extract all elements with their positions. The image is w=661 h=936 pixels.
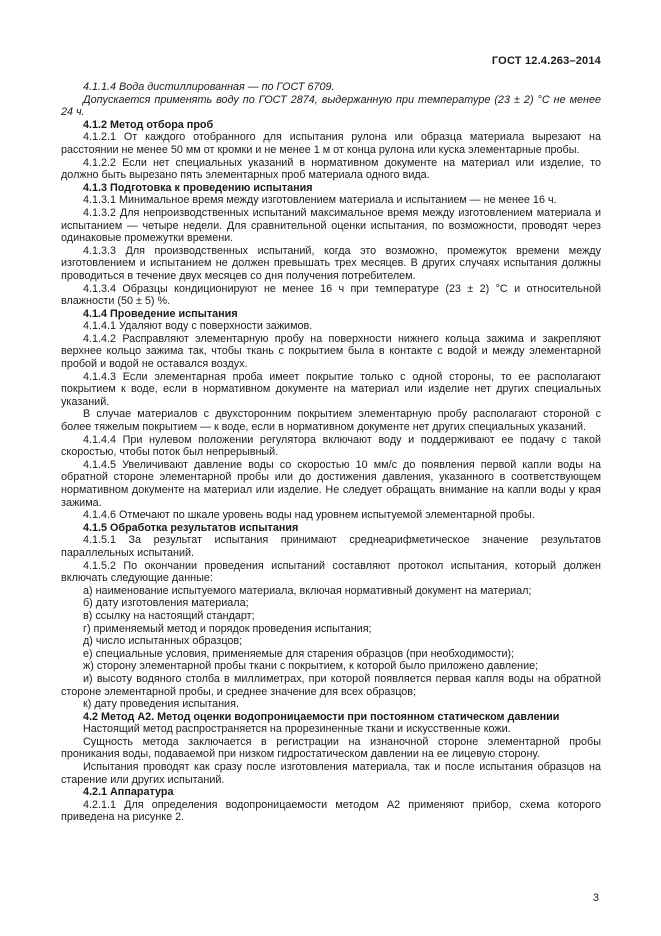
paragraph: а) наименование испытуемого материала, включая нормативный документ на материал; [83, 584, 532, 597]
paragraph: 4.1.4.3 Если элементарная проба имеет покрытие только с одной стороны, то ее располагают покрытием к воде, если в нормативном документе на материал или изделие нет других специальных указаний. [61, 370, 601, 408]
paragraph: 4.1.3 Подготовка к проведению испытания [83, 181, 313, 194]
paragraph: Испытания проводят как сразу после изготовления материала, так и после испытания образцов на старение или других испытаний. [61, 761, 601, 786]
paragraph: В случае материалов с двухсторонним покрытием элементарную пробу располагают стороной с более тяжелым покрытием — к воде, если в нормативном документе нет других специальных указаний. [61, 408, 601, 434]
paragraph: в) ссылку на настоящий стандарт; [83, 609, 255, 622]
document-body [61, 81, 601, 824]
paragraph: Допускается применять воду по ГОСТ 2874, выдержанную при температуре (23 ± 2) °С не менее 24 ч. [61, 93, 601, 119]
paragraph: 4.1.2.1 От каждого отобранного для испытания рулона или образца материала вырезают на расстоянии не менее 50 мм от кромки и не менее 1 м от конца рулона или куска элементарные пробы. [61, 131, 601, 156]
paragraph: 4.1.3.4 Образцы кондиционируют не менее 16 ч при температуре (23 ± 2) °С и относительной влажности (50 ± 5) %. [61, 282, 601, 308]
paragraph: ж) сторону элементарной пробы ткани с покрытием, к которой было приложено давление; [83, 660, 539, 673]
paragraph: 4.1.4.6 Отмечают по шкале уровень воды над уровнем испытуемой элементарной пробы. [83, 509, 535, 522]
doc-code: ГОСТ 12.4.263–2014 [491, 55, 601, 67]
paragraph: Настоящий метод распространяется на прорезиненные ткани и искусственные кожи. [83, 723, 511, 736]
paragraph: 4.1.1.4 Вода дистиллированная — по ГОСТ 6709. [83, 81, 335, 93]
paragraph: 4.1.4 Проведение испытания [83, 307, 238, 320]
paragraph: 4.1.5.2 По окончании проведения испытаний составляют протокол испытания, который должен включать следующие данные: [61, 559, 601, 585]
paragraph: 4.2.1.1 Для определения водопроницаемости методом А2 применяют прибор, схема которого приведена на рисунке 2. [61, 798, 601, 824]
paragraph: г) применяемый метод и порядок проведения испытания; [83, 622, 372, 635]
page-number: 3 [592, 892, 599, 904]
paragraph: 4.1.5.1 За результат испытания принимают среднеарифметическое значение результатов параллельных испытаний. [61, 534, 601, 559]
paragraph: е) специальные условия, применяемые для старения образцов (при необходимости); [83, 647, 515, 660]
paragraph: 4.1.2 Метод отбора проб [83, 118, 214, 131]
paragraph: 4.2.1 Аппаратура [83, 786, 174, 799]
paragraph: 4.1.4.5 Увеличивают давление воды со скоростью 10 мм/с до появления первой капли воды на обратной стороне элементарной пробы или до достижения давления, указанного в соответствующем нормативном документе на материал или изделие. Не следует обращать внимание на капли воды у края зажима. [61, 458, 601, 509]
paragraph: Сущность метода заключается в регистрации на изнаночной стороне элементарной пробы проникания воды, подаваемой при низком гидростатическом давлении на ее лицевую сторону. [61, 735, 601, 761]
paragraph: 4.1.5 Обработка результатов испытания [83, 521, 299, 534]
paragraph: б) дату изготовления материала; [83, 597, 249, 610]
paragraph: и) высоту водяного столба в миллиметрах, при которой появляется первая капля воды на обратной стороне элементарной пробы, и среднее значение для всех образцов; [61, 672, 601, 698]
paragraph: 4.1.2.2 Если нет специальных указаний в нормативном документе на материал или изделие, то должно быть вырезано пять элементарных проб материала одного вида. [61, 156, 601, 182]
paragraph: к) дату проведения испытания. [83, 698, 239, 711]
paragraph: 4.1.4.1 Удаляют воду с поверхности зажимов. [83, 320, 313, 333]
paragraph: 4.2 Метод А2. Метод оценки водопроницаемости при постоянном статическом давлении [83, 710, 560, 723]
paragraph: 4.1.4.4 При нулевом положении регулятора включают воду и поддерживают ее подачу с такой скоростью, чтобы поток был непрерывный. [61, 433, 601, 459]
paragraph: 4.1.4.2 Расправляют элементарную пробу на поверхности нижнего кольца зажима и закрепляют верхнее кольцо зажима так, чтобы ткань с покрытием была в контакте с водой и между элементарной пробой и водой не оставался воздух. [61, 332, 601, 371]
paragraph: 4.1.3.2 Для непроизводственных испытаний максимальное время между изготовлением материала и испытанием — четыре недели. Для сравнительной оценки испытания, по возможности, проводят через одинаковые промежутки времени. [61, 206, 601, 245]
paragraph: д) число испытанных образцов; [83, 635, 243, 648]
paragraph: 4.1.3.1 Минимальное время между изготовлением материала и испытанием — не менее 16 ч. [83, 194, 557, 207]
paragraph: 4.1.3.3 Для производственных испытаний, когда это возможно, промежуток времени между изготовлением и испытанием не должен превышать трех месяцев. В других случаях испытания должны проводиться в течение двух месяцев со дня получения потребителем. [61, 244, 601, 282]
